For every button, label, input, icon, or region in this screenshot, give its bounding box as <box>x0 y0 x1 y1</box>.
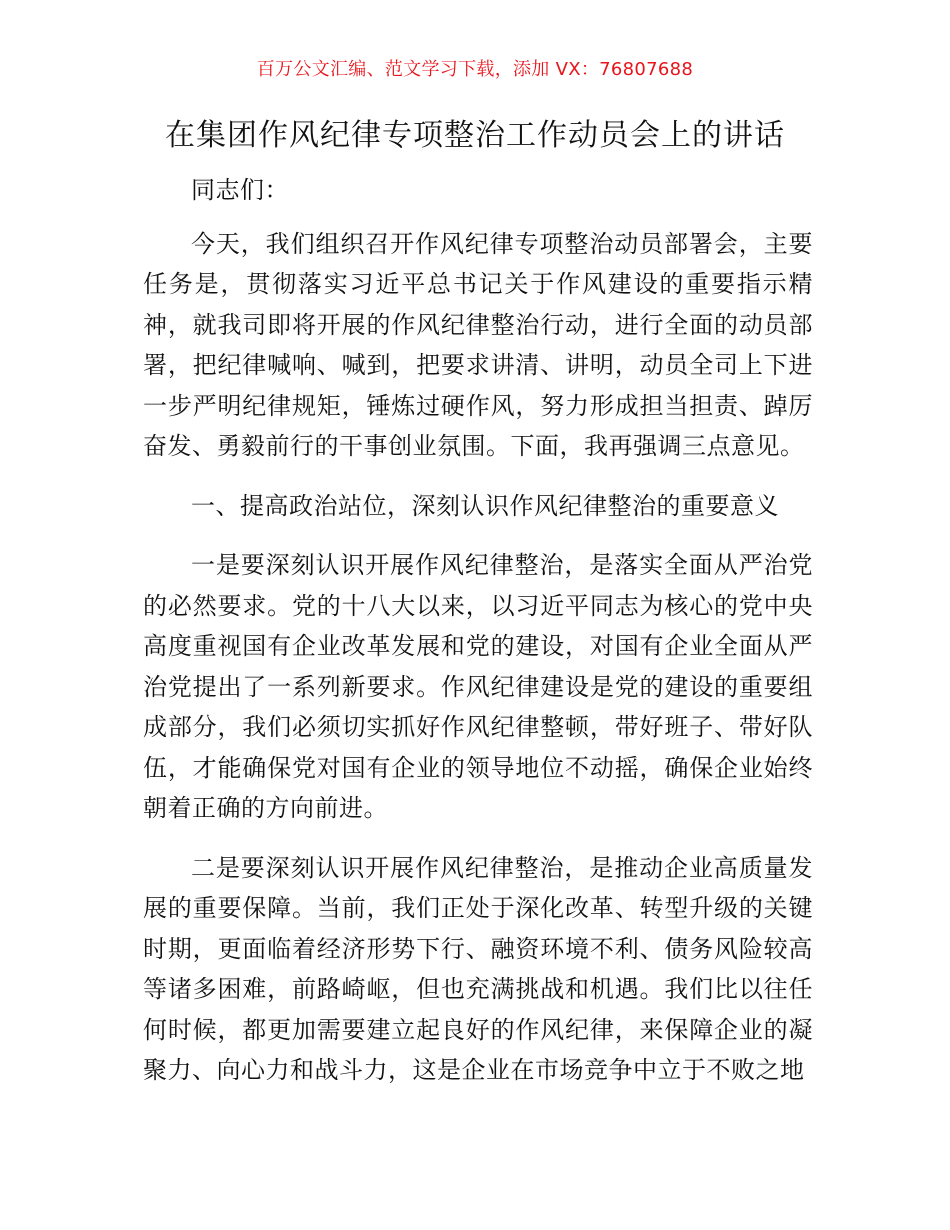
document-body <box>143 170 813 1110</box>
header-notice: 百万公文汇编、范文学习下载，添加 VX：76807688 <box>256 59 694 80</box>
paragraph-intro: 今天，我们组织召开作风纪律专项整治动员部署会，主要任务是，贯彻落实习近平总书记关于作风建设的重要指示精神，就我司即将开展的作风纪律整治行动，进行全面的动员部署，把纪律喊响、喊到，把要求讲清、讲明，动员全司上下进一步严明纪律规矩，锤炼过硬作风，努力形成担当担责、踔厉奋发、勇毅前行的干事创业氛围。下面，我再强调三点意见。 <box>143 229 813 460</box>
paragraph-point-2: 二是要深刻认识开展作风纪律整治，是推动企业高质量发展的重要保障。当前，我们正处于深化改革、转型升级的关键时期，更面临着经济形势下行、融资环境不利、债务风险较高等诸多困难，前路崎岖，但也充满挑战和机遇。我们比以往任何时候，都更加需要建立起良好的作风纪律，来保障企业的凝聚力、向心力和战斗力，这是企业在市场竞争中立于不败之地 <box>143 853 813 1084</box>
section-heading-1: 一、提高政治站位，深刻认识作风纪律整治的重要意义 <box>191 491 779 520</box>
document-title: 在集团作风纪律专项整治工作动员会上的讲话 <box>165 118 785 153</box>
paragraph-point-1: 一是要深刻认识开展作风纪律整治，是落实全面从严治党的必然要求。党的十八大以来，以习近平同志为核心的党中央高度重视国有企业改革发展和党的建设，对国有企业全面从严治党提出了一系列新要求。作风纪律建设是党的建设的重要组成部分，我们必须切实抓好作风纪律整顿，带好班子、带好队伍，才能确保党对国有企业的领导地位不动摇，确保企业始终朝着正确的方向前进。 <box>143 551 813 822</box>
greeting: 同志们： <box>191 176 289 204</box>
